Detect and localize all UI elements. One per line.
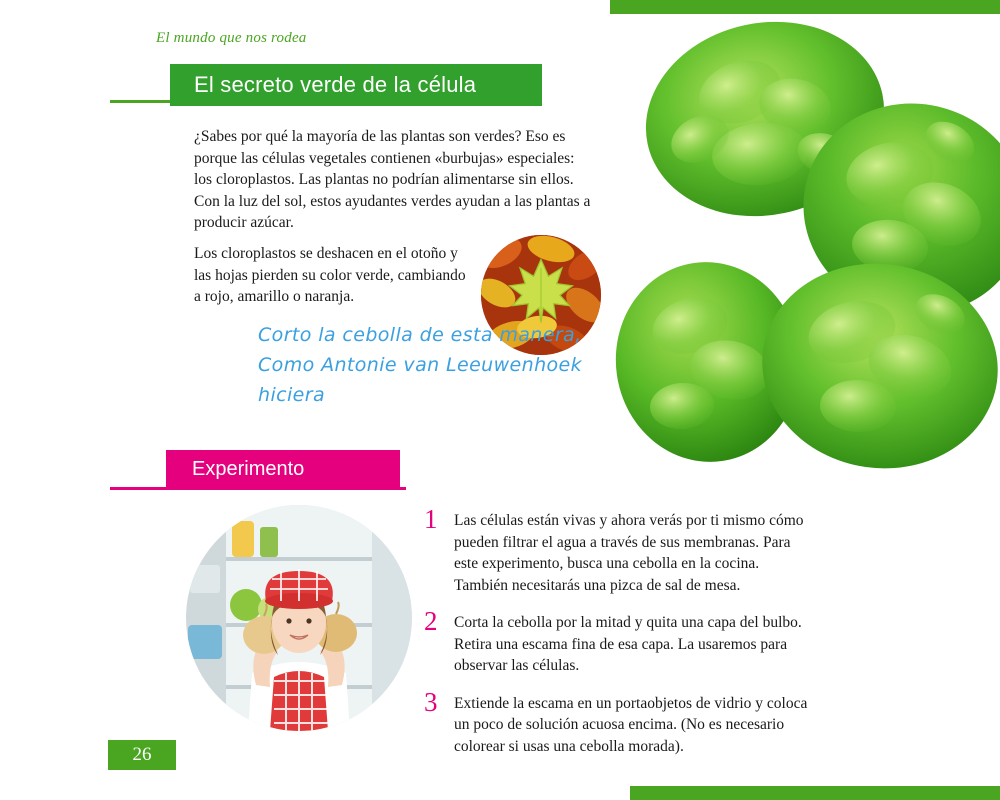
step-text: Las células están vivas y ahora verás por ti mismo cómo pueden filtrar el agua a través de sus membranas. Para este experimento, busca una cebolla en la cocina. También necesitarás una pizca de sal de mesa. — [454, 512, 804, 594]
page-number: 26 — [108, 740, 176, 770]
intro-paragraph: ¿Sabes por qué la mayoría de las plantas son verdes? Eso es porque las células vegetales contienen «burbujas» especiales: los cloroplastos. Las plantas no podrían alimentarse sin ellos. Con la luz del sol, estos ayudantes verdes ayudan a las plantas a producir azúcar. — [194, 128, 591, 231]
chloroplast-illustration — [590, 14, 1000, 484]
experiment-steps — [424, 504, 814, 773]
title-rule — [110, 100, 170, 103]
experiment-heading: Experimento — [192, 457, 305, 480]
experiment-banner — [166, 450, 400, 488]
step-text: Corta la cebolla por la mitad y quita una capa del bulbo. Retira una escama fina de esa capa. La usaremos para observar las células. — [454, 614, 802, 674]
bottom-green-bar — [630, 786, 1000, 800]
running-head: El mundo que nos rodea — [156, 30, 307, 46]
autumn-paragraph: Los cloroplastos se deshacen en el otoño y las hojas pierden su color verde, cambiando a rojo, amarillo o naranja. — [194, 245, 466, 305]
page-title: El secreto verde de la célula — [194, 72, 477, 97]
experiment-rule-left — [110, 487, 166, 490]
step-number: 3 — [424, 686, 438, 717]
step-text: Extiende la escama en un portaobjetos de vidrio y coloca un poco de solución acuosa encima. (No es necesario colorear si usas una cebolla morada). — [454, 694, 808, 755]
handwritten-note: Corto la cebolla de esta manera, Como Antonie van Leeuwenhoek hiciera — [258, 324, 583, 406]
top-green-bar — [610, 0, 1000, 14]
list-item — [424, 504, 814, 596]
step-number: 1 — [424, 504, 438, 534]
list-item — [424, 686, 814, 758]
list-item — [424, 606, 814, 677]
step-number: 2 — [424, 606, 438, 636]
section-title-banner — [170, 64, 542, 106]
girl-with-onions-photo — [186, 505, 412, 731]
